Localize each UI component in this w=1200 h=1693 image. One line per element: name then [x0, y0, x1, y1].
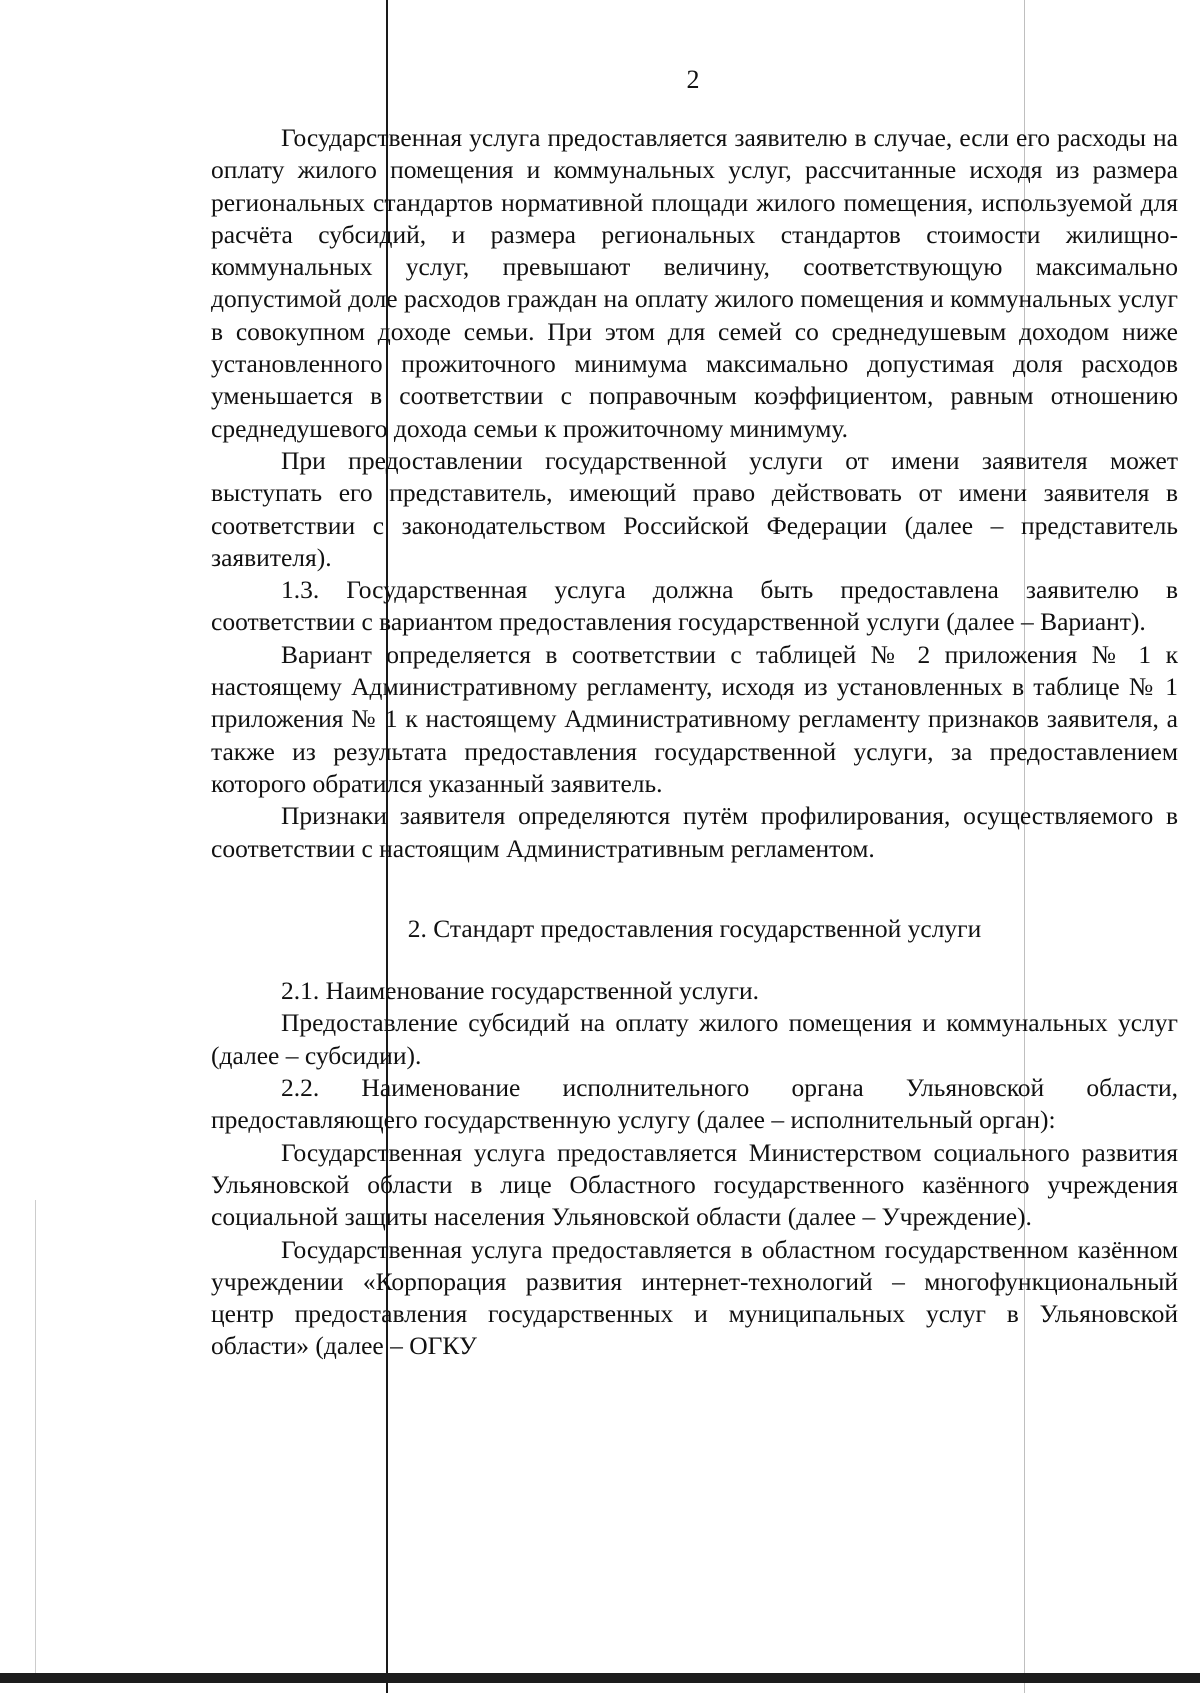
- section-heading: 2. Стандарт предоставления государственной услуги: [407, 913, 982, 943]
- paragraph: 1.3. Государственная услуга должна быть предоставлена заявителю в соответствии с вариантом предоставления государственной услуги (далее – Вариант).: [211, 575, 1178, 637]
- spacer: [211, 945, 1178, 975]
- page-number: 2: [686, 65, 700, 94]
- paragraph: Государственная услуга предоставляется заявителю в случае, если его расходы на оплату жилого помещения и коммунальных услуг, рассчитанные исходя из размера региональных стандартов нормативной площади жилого помещения, используемой для расчёта субсидий, и размера региональных стандартов стоимости жилищно-коммунальных услуг, превышают величину, соответствующую максимально допустимой доле расходов граждан на оплату жилого помещения и коммунальных услуг в совокупном доходе семьи. При этом для семей со среднедушевым доходом ниже установленного прожиточного минимума максимально допустимая доля расходов уменьшается в соответствии с поправочным коэффициентом, равным отношению среднедушевого дохода семьи к прожиточному минимуму.: [211, 123, 1178, 443]
- document-body: [211, 122, 1178, 1363]
- paragraph: Государственная услуга предоставляется в областном государственном казённом учреждении «Корпорация развития интернет-технологий – многофункциональный центр предоставления государственных и муниципальных услуг в Ульяновской области» (далее – ОГКУ: [211, 1234, 1178, 1361]
- scan-artifact-left-edge: [35, 1200, 36, 1673]
- paragraph: При предоставлении государственной услуги от имени заявителя может выступать его представитель, имеющий право действовать от имени заявителя в соответствии с законодательством Российской Федерации (далее – представитель заявителя).: [211, 445, 1178, 572]
- paragraph: Предоставление субсидий на оплату жилого помещения и коммунальных услуг (далее – субсидии).: [211, 1008, 1178, 1070]
- scan-artifact-bottom-edge: [0, 1673, 1200, 1683]
- paragraph: 2.1. Наименование государственной услуги.: [281, 976, 760, 1006]
- paragraph: Государственная услуга предоставляется Министерством социального развития Ульяновской области в лице Областного государственного казённого учреждения социальной защиты населения Ульяновской области (далее – Учреждение).: [211, 1137, 1178, 1232]
- paragraph: 2.2. Наименование исполнительного органа Ульяновской области, предоставляющего государственную услугу (далее – исполнительный орган):: [211, 1073, 1178, 1135]
- paragraph: Признаки заявителя определяются путём профилирования, осуществляемого в соответствии с настоящим Административным регламентом.: [211, 801, 1178, 863]
- spacer: [211, 865, 1178, 913]
- paragraph: Вариант определяется в соответствии с таблицей № 2 приложения № 1 к настоящему Административному регламенту, исходя из установленных в таблице № 1 приложения № 1 к настоящему Административному регламенту признаков заявителя, а также из результата предоставления государственной услуги, за предоставлением которого обратился указанный заявитель.: [211, 639, 1178, 798]
